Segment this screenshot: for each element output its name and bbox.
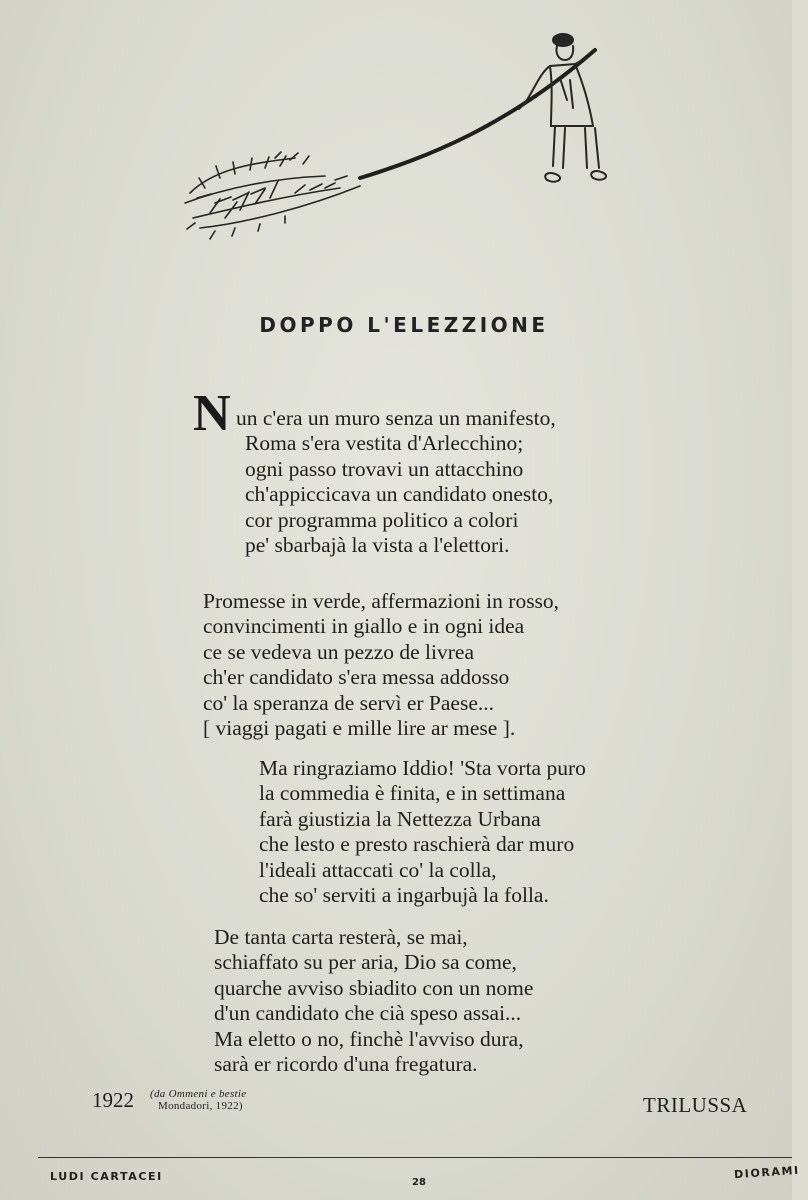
poem-line: De tanta carta resterà, se mai, <box>214 925 468 949</box>
page-number: 28 <box>412 1177 426 1188</box>
broom-bristles <box>185 152 360 239</box>
poem-line: convincimenti in giallo e in ogni idea <box>203 614 525 639</box>
poem-line: ogni passo trovavi un attacchino <box>245 456 524 481</box>
poem-line: ce se vedeva un pezzo de livrea <box>203 639 474 664</box>
broom-handle <box>360 50 595 178</box>
footer-section-right: DIORAMI <box>733 1163 801 1182</box>
poem-line: che lesto e presto raschierà dar muro <box>259 832 575 857</box>
poem-title: DOPPO L'ELEZZIONE <box>259 313 549 337</box>
poem-line: sarà er ricordo d'una fregatura. <box>214 1052 478 1077</box>
stanza-1 <box>236 406 556 558</box>
stanza-3 <box>259 756 586 908</box>
source-line-1: (da Ommeni e bestie <box>150 1088 247 1100</box>
poem-line: pe' sbarbajà la vista a l'elettori. <box>245 533 510 558</box>
poem-line: un c'era un muro senza un manifesto, <box>236 406 556 430</box>
poem-line: Ma eletto o no, finchè l'avviso dura, <box>214 1026 524 1051</box>
sweeper-figure <box>519 34 606 182</box>
poem-line: Ma ringraziamo Iddio! 'Sta vorta puro <box>259 756 586 780</box>
poem-line: ch'er candidato s'era messa addosso <box>203 665 510 690</box>
source-citation <box>150 1088 246 1112</box>
footer-section-left: LUDI CARTACEI <box>50 1170 163 1183</box>
author-name: TRILUSSA <box>643 1093 748 1117</box>
poem-line: Promesse in verde, affermazioni in rosso, <box>203 589 560 613</box>
stanza-4 <box>214 925 533 1077</box>
publication-year: 1922 <box>92 1088 134 1112</box>
poem-line: farà giustizia la Nettezza Urbana <box>259 806 541 831</box>
poem-line: d'un candidato che cià speso assai... <box>214 1001 522 1026</box>
poem-line: quarche avviso sbiadito con un nome <box>214 975 534 1000</box>
street-sweeper-illustration <box>175 28 635 243</box>
stanza-2 <box>203 589 559 741</box>
drop-cap: N <box>193 385 231 442</box>
poem-line: cor programma politico a colori <box>245 507 519 532</box>
poem-line: la commedia è finita, e in settimana <box>259 781 566 806</box>
poem-line: Roma s'era vestita d'Arlecchino; <box>245 431 524 456</box>
source-line-2: Mondadori, 1922) <box>158 1100 243 1112</box>
poem-line: [ viaggi pagati e mille lire ar mese ]. <box>203 716 516 741</box>
poem-line: l'ideali attaccati co' la colla, <box>259 857 497 882</box>
poem-line: che so' serviti a ingarbujà la folla. <box>259 883 549 908</box>
poem-line: co' la speranza de servì er Paese... <box>203 690 494 715</box>
poem-line: ch'appiccicava un candidato onesto, <box>245 482 554 507</box>
poem-line: schiaffato su per aria, Dio sa come, <box>214 950 517 975</box>
footer-divider <box>38 1157 792 1158</box>
